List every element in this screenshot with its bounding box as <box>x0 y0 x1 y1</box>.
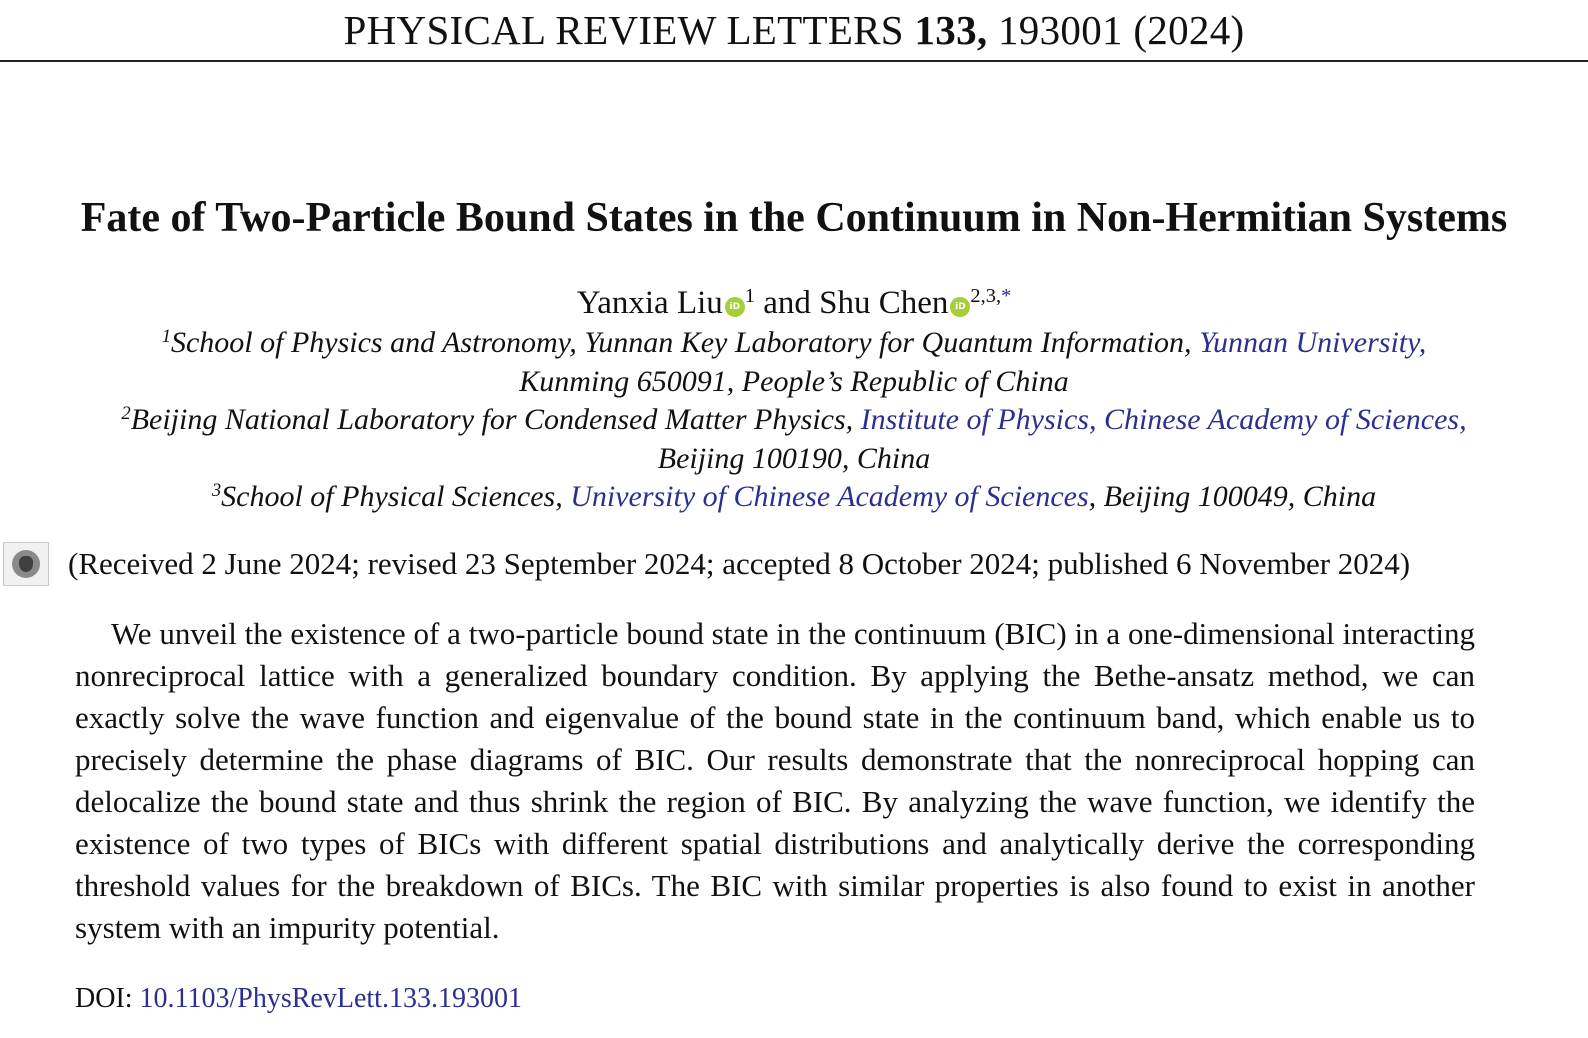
affiliation-2: $^2$Beijing National Laboratory for Condensed Matter Physics, Institute of Physics, Chinese Academy of Sciences, <box>121 402 1467 436</box>
corresponding-author-link[interactable]: * <box>1001 284 1012 307</box>
affiliation-3: $^3$School of Physical Sciences, University of Chinese Academy of Sciences, Beijing 100049, China <box>211 479 1377 513</box>
author-name[interactable]: Shu Chen <box>819 285 949 321</box>
crossmark-icon[interactable] <box>3 542 49 586</box>
journal-header <box>0 0 1588 62</box>
abstract: We unveil the existence of a two-particle bound state in the continuum (BIC) in a one-dimensional interacting nonreciprocal lattice with a generalized boundary condition. By applying the Bethe-ansatz method, we can exactly solve the wave function and eigenvalue of the bound state in the continuum band, which enable us to precisely determine the phase diagrams of BIC. Our results demonstrate that the nonreciprocal hopping can delocalize the bound state and thus shrink the region of BIC. By analyzing the wave function, we identify the existence of two types of BICs with different spatial distributions and analytically derive the corresponding threshold values for the breakdown of BICs. The BIC with similar properties is also found to exist in another system with an impurity potential. <box>75 616 1475 945</box>
orcid-icon[interactable]: iD <box>950 297 970 317</box>
author-affiliation-sup: 1 <box>744 284 755 307</box>
affiliation-1: $^1$School of Physics and Astronomy, Yunnan Key Laboratory for Quantum Information, Yunnan University, <box>161 325 1427 359</box>
author-conjunction: and <box>763 285 811 321</box>
institution-link[interactable]: Institute of Physics, Chinese Academy of Sciences, <box>860 403 1467 436</box>
doi <box>75 978 522 1020</box>
affiliation-2-line2: Beijing 100190, China <box>657 441 931 475</box>
orcid-icon[interactable]: iD <box>725 297 745 317</box>
affiliations <box>0 324 1588 517</box>
author-list <box>0 280 1588 326</box>
publication-history <box>0 540 1588 588</box>
author-affiliation-sup: 2,3,* <box>970 284 1012 307</box>
article-number-year: 193001 (2024) <box>998 7 1245 53</box>
publication-dates: (Received 2 June 2024; revised 23 September 2024; accepted 8 October 2024; published 6 November 2024) <box>68 546 1411 581</box>
paper-title: Fate of Two-Particle Bound States in the Continuum in Non-Hermitian Systems <box>80 195 1508 241</box>
affiliation-1-line2: Kunming 650091, People’s Republic of China <box>519 364 1069 398</box>
author-name[interactable]: Yanxia Liu <box>576 285 723 321</box>
doi-label: DOI: <box>75 983 133 1014</box>
journal-name: PHYSICAL REVIEW LETTERS <box>343 7 904 53</box>
journal-volume: 133, <box>914 7 988 53</box>
doi-link[interactable]: 10.1103/PhysRevLett.133.193001 <box>139 983 522 1014</box>
institution-link[interactable]: University of Chinese Academy of Sciences <box>570 480 1089 513</box>
institution-link[interactable]: Yunnan University, <box>1199 326 1427 359</box>
